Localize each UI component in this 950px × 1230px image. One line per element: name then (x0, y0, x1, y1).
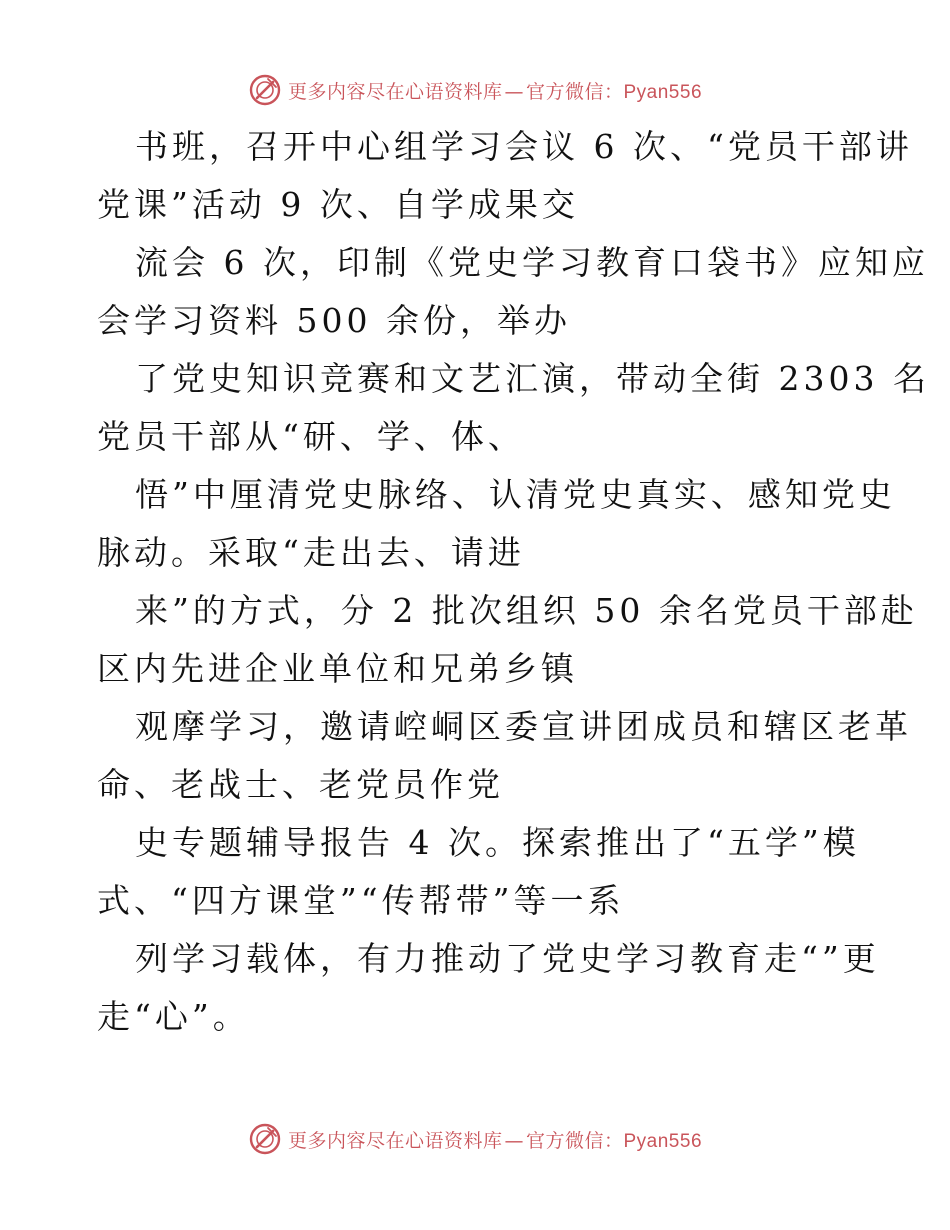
paragraph-line: 党员干部从“研、学、体、 (97, 417, 525, 456)
watermark-dash: — (504, 1129, 524, 1152)
paragraph-line: 区内先进企业单位和兄弟乡镇 (97, 649, 578, 688)
paragraph-line: 来”的方式，分 2 批次组织 50 余名党员干部赴 (135, 591, 918, 630)
paragraph-line: 书班，召开中心组学习会议 6 次、“党员干部讲 (135, 127, 913, 166)
seal-logo-icon (248, 73, 282, 107)
paragraph-line: 列学习载体，有力推动了党史学习教育走“”更 (135, 939, 880, 978)
watermark-account: Pyan556 (623, 1130, 703, 1152)
watermark-wechat-text: 官方微信： (525, 80, 624, 103)
paragraph-line: 流会 6 次，印制《党史学习教育口袋书》应知应 (135, 243, 929, 282)
watermark-text (288, 1126, 702, 1153)
watermark-site-text: 更多内容尽在心语资料库 (287, 1129, 503, 1152)
seal-logo-icon (248, 1122, 282, 1156)
footer-watermark (0, 1119, 950, 1159)
paragraph-line: 脉动。采取“走出去、请进 (97, 533, 525, 572)
paragraph-line: 式、“四方课堂”“传帮带”等一系 (97, 881, 625, 920)
paragraph-line: 党课”活动 9 次、自学成果交 (97, 185, 579, 224)
paragraph (97, 466, 896, 582)
document-body (97, 118, 930, 1046)
paragraph (97, 930, 880, 1046)
paragraph (97, 582, 918, 698)
paragraph-line: 史专题辅导报告 4 次。探索推出了“五学”模 (135, 823, 860, 862)
watermark-account: Pyan556 (623, 81, 703, 103)
header-watermark (0, 70, 950, 110)
paragraph (97, 234, 929, 350)
paragraph-line: 悟”中厘清党史脉络、认清党史真实、感知党史 (135, 475, 896, 514)
paragraph (97, 698, 912, 814)
watermark-dash: — (504, 80, 524, 103)
watermark-wechat-text: 官方微信： (525, 1129, 624, 1152)
paragraph-line: 了党史知识竞赛和文艺汇演，带动全街 2303 名 (135, 359, 930, 398)
paragraph-line: 走“心”。 (97, 997, 250, 1036)
watermark-text (288, 77, 702, 104)
watermark-site-text: 更多内容尽在心语资料库 (287, 80, 503, 103)
paragraph-line: 会学习资料 500 余份，举办 (97, 301, 571, 340)
paragraph-line: 命、老战士、老党员作党 (97, 765, 504, 804)
paragraph-line: 观摩学习，邀请崆峒区委宣讲团成员和辖区老革 (135, 707, 912, 746)
paragraph (97, 118, 913, 234)
paragraph (97, 350, 930, 466)
paragraph (97, 814, 860, 930)
